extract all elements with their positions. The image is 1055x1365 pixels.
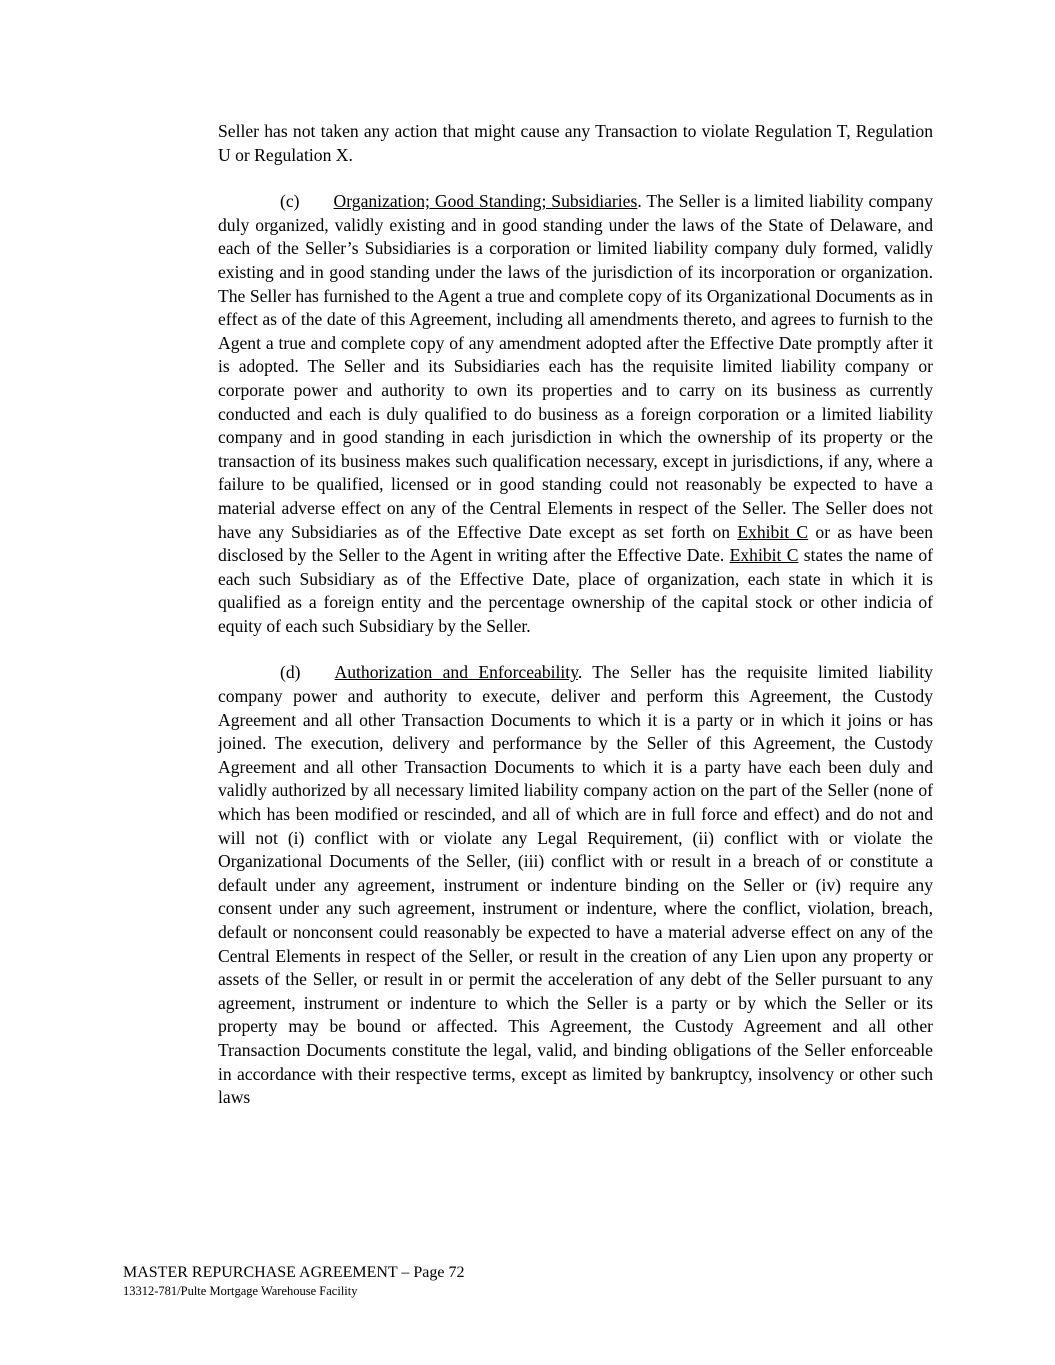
text-run: (d)	[280, 662, 301, 683]
underlined-text: Exhibit C	[737, 521, 809, 542]
underlined-text: Exhibit C	[729, 545, 799, 566]
text-run: or as have been disclosed by the Seller to the Agent in writing after the Effective Date.	[218, 521, 933, 566]
text-run: . The Seller has the requisite limited liability company power and authority to execute, deliver and perform this Agreement, the Custody Agreement and all other Transaction Documents to which it is a party or in which it joins or has joined. The execution, delivery and performance by the Seller of this Agreement, the Custody Agreement and all other Transaction Documents to which it is a party have each been duly and validly authorized by all necessary limited liability company action on the part of the Seller (none of which has been modified or rescinded, and all of which are in full force and effect) and do not and will not (i) conflict with or violate any Legal Requirement, (ii) conflict with or violate the Organizational Documents of the Seller, (iii) conflict with or result in a breach of or constitute a default under any agreement, instrument or indenture binding on the Seller or (iv) require any consent under any such agreement, instrument or indenture, where the conflict, violation, breach, default or nonconsent could reasonably be expected to have a material adverse effect on any of the Central Elements in respect of the Seller, or result in the creation of any Lien upon any property or assets of the Seller, or result in or permit the acceleration of any debt of the Seller pursuant to any agreement, instrument or indenture to which the Seller is a party or by which the Seller or its property may be bound or affected. This Agreement, the Custody Agreement and all other Transaction Documents constitute the legal, valid, and binding obligations of the Seller enforceable in accordance with their respective terms, except as limited by bankruptcy, insolvency or other such laws	[218, 662, 933, 1108]
page-footer	[123, 1262, 465, 1299]
underlined-text: Organization; Good Standing; Subsidiaries	[333, 191, 638, 212]
footer-matter-reference: 13312-781/Pulte Mortgage Warehouse Facility	[123, 1284, 358, 1298]
text-run: . The Seller is a limited liability company duly organized, validly existing and in good standing under the laws of the State of Delaware, and each of the Seller’s Subsidiaries is a corporation or limited liability company duly formed, validly existing and in good standing under the laws of the jurisdiction of its incorporation or organization. The Seller has furnished to the Agent a true and complete copy of its Organizational Documents as in effect as of the date of this Agreement, including all amendments thereto, and agrees to furnish to the Agent a true and complete copy of any amendment adopted after the Effective Date promptly after it is adopted. The Seller and its Subsidiaries each has the requisite limited liability company or corporate power and authority to own its properties and to carry on its business as currently conducted and each is duly qualified to do business as a foreign corporation or a limited liability company and in good standing in each jurisdiction in which the ownership of its property or the transaction of its business makes such qualification necessary, except in jurisdictions, if any, where a failure to be qualified, licensed or in good standing could not reasonably be expected to have a material adverse effect on any of the Central Elements in respect of the Seller. The Seller does not have any Subsidiaries as of the Effective Date except as set forth on	[218, 191, 933, 542]
document-body	[218, 120, 933, 1133]
paragraph-d-authorization	[218, 661, 933, 1109]
footer-document-title: MASTER REPURCHASE AGREEMENT – Page 72	[123, 1264, 465, 1281]
paragraph-c-organization	[218, 190, 933, 638]
underlined-text: Authorization and Enforceability	[334, 662, 578, 683]
text-run: states the name of each such Subsidiary as of the Effective Date, place of organization, each state in which it is qualified as a foreign entity and the percentage ownership of the capital stock or other indicia of equity of each such Subsidiary by the Seller.	[218, 545, 934, 636]
text-run: Seller has not taken any action that might cause any Transaction to violate Regulation T, Regulation U or Regulation X.	[218, 121, 933, 165]
text-run: (c)	[280, 191, 300, 212]
paragraph-continuation	[218, 120, 933, 167]
